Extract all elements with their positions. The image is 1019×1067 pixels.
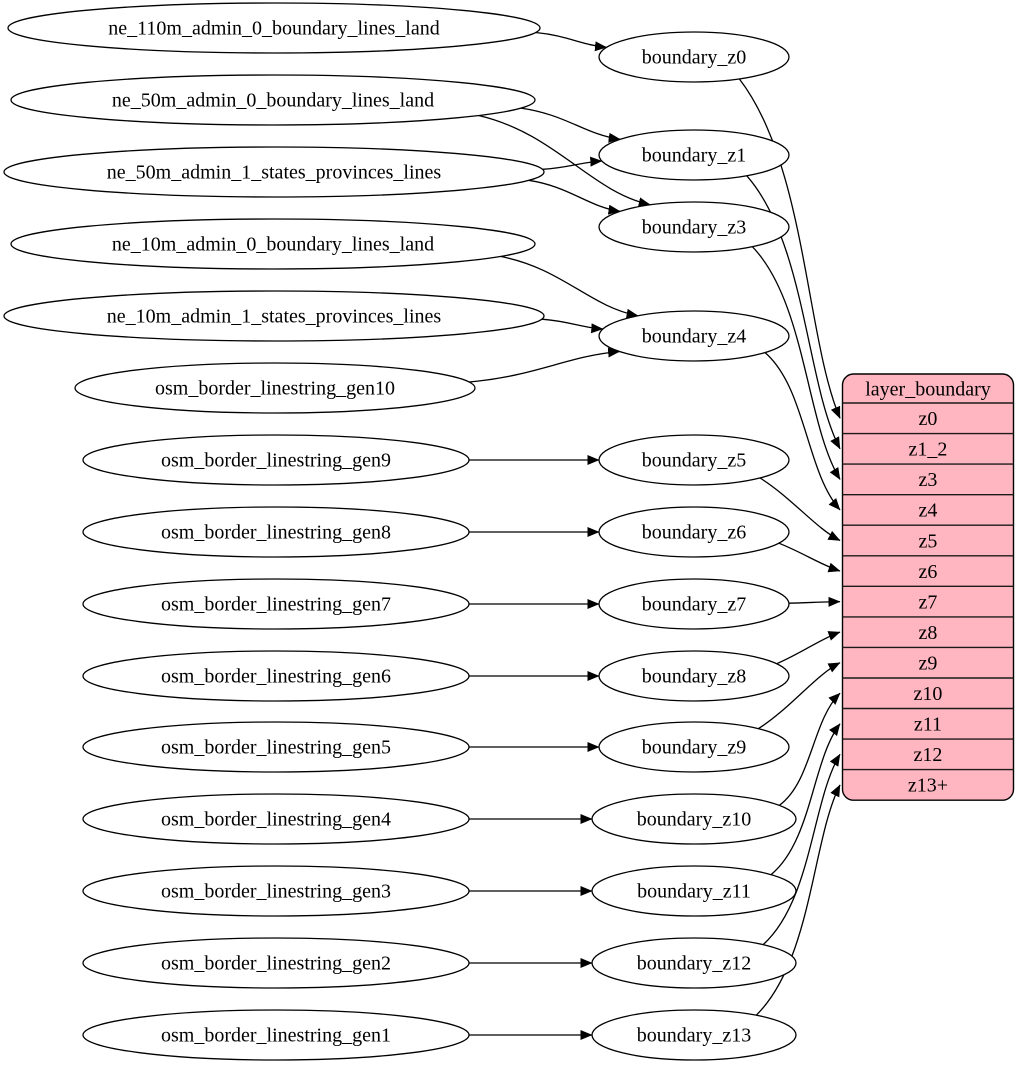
source-node-label: osm_border_linestring_gen5 xyxy=(161,736,391,759)
table-row-label: z0 xyxy=(918,408,938,431)
source-node-label: osm_border_linestring_gen7 xyxy=(161,593,391,616)
source-node-osm_border_linestring_gen6 xyxy=(83,651,469,701)
source-node-ne_10m_admin_0_boundary_lines_land xyxy=(11,219,535,269)
source-node-label: osm_border_linestring_gen4 xyxy=(161,808,391,831)
source-node-osm_border_linestring_gen9 xyxy=(83,435,469,485)
source-node-osm_border_linestring_gen2 xyxy=(83,938,469,988)
table-row-z10 xyxy=(914,683,943,705)
transform-node-label: boundary_z4 xyxy=(641,325,747,348)
source-node-label: ne_10m_admin_0_boundary_lines_land xyxy=(111,233,435,256)
source-node-osm_border_linestring_gen8 xyxy=(83,507,469,557)
table-row-z13+ xyxy=(908,775,948,797)
table-row-label: z13+ xyxy=(907,774,949,797)
source-node-osm_border_linestring_gen5 xyxy=(83,722,469,772)
edge-boundary_z6--z6 xyxy=(779,543,840,571)
table-row-label: z7 xyxy=(918,591,938,614)
edge-boundary_z7--z7 xyxy=(789,602,840,604)
source-node-ne_50m_admin_0_boundary_lines_land xyxy=(11,75,535,125)
transform-node-label: boundary_z9 xyxy=(641,736,747,759)
source-node-label: osm_border_linestring_gen10 xyxy=(155,377,395,400)
source-node-label: ne_10m_admin_1_states_provinces_lines xyxy=(106,305,442,328)
table-row-label: z8 xyxy=(918,621,938,644)
table-row-z7 xyxy=(919,591,938,613)
transform-node-boundary_z7 xyxy=(599,579,789,629)
transform-node-boundary_z4 xyxy=(599,311,789,361)
table-row-label: z6 xyxy=(918,560,938,583)
transform-node-boundary_z3 xyxy=(599,202,789,252)
table-row-z12 xyxy=(914,744,943,766)
transform-node-label: boundary_z0 xyxy=(641,46,747,69)
transform-node-label: boundary_z7 xyxy=(641,593,747,616)
transform-node-boundary_z9 xyxy=(599,722,789,772)
edge-boundary_z8--z8 xyxy=(777,632,840,664)
table-row-z11 xyxy=(914,714,942,736)
source-node-label: osm_border_linestring_gen1 xyxy=(161,1024,391,1047)
table-row-z0 xyxy=(919,408,938,430)
transform-node-label: boundary_z5 xyxy=(641,449,747,472)
transform-node-label: boundary_z11 xyxy=(637,880,751,903)
source-node-ne_110m_admin_0_boundary_lines_land xyxy=(8,3,540,53)
transform-node-boundary_z8 xyxy=(599,651,789,701)
transform-node-label: boundary_z13 xyxy=(636,1024,752,1047)
table-row-label: z10 xyxy=(913,683,943,705)
table-row-label: z11 xyxy=(913,713,943,736)
table-row-label: z12 xyxy=(913,744,943,767)
edge-ne_110m_admin_0_boundary_lines_land--boundary_z0 xyxy=(536,33,607,48)
table-row-z8 xyxy=(919,622,938,644)
table-row-label: z5 xyxy=(918,530,938,553)
source-node-osm_border_linestring_gen7 xyxy=(83,579,469,629)
source-node-ne_50m_admin_1_states_provinces_lines xyxy=(4,147,544,197)
source-node-label: ne_50m_admin_0_boundary_lines_land xyxy=(111,89,435,112)
table-row-label: z9 xyxy=(918,652,938,675)
table-row-label: z1_2 xyxy=(908,438,948,461)
source-node-label: osm_border_linestring_gen6 xyxy=(161,665,391,688)
transform-node-boundary_z12 xyxy=(592,938,796,988)
edge-ne_50m_admin_1_states_provinces_lines--boundary_z3 xyxy=(529,180,620,211)
transform-node-boundary_z11 xyxy=(592,866,796,916)
table-row-z4 xyxy=(919,500,938,522)
transform-node-label: boundary_z8 xyxy=(641,665,747,688)
source-node-osm_border_linestring_gen10 xyxy=(75,363,475,413)
table-title: layer_boundary xyxy=(865,378,991,401)
transform-node-boundary_z6 xyxy=(599,507,789,557)
table-row-label: z4 xyxy=(918,499,938,522)
source-node-osm_border_linestring_gen3 xyxy=(83,866,469,916)
source-node-label: osm_border_linestring_gen9 xyxy=(161,449,391,472)
edge-boundary_z4--z4 xyxy=(765,353,840,510)
table-row-z6 xyxy=(919,561,938,583)
source-node-osm_border_linestring_gen4 xyxy=(83,794,469,844)
source-node-ne_10m_admin_1_states_provinces_lines xyxy=(4,291,544,341)
transform-node-boundary_z13 xyxy=(592,1010,796,1060)
layer-table xyxy=(843,374,1014,800)
edge-boundary_z12--z12 xyxy=(763,754,840,944)
transform-node-boundary_z1 xyxy=(599,130,789,180)
transform-node-label: boundary_z3 xyxy=(641,216,747,239)
table-row-z3 xyxy=(919,469,938,491)
source-node-label: osm_border_linestring_gen8 xyxy=(161,521,391,544)
table-row-z9 xyxy=(919,653,938,675)
source-node-label: ne_110m_admin_0_boundary_lines_land xyxy=(108,17,440,40)
table-row-label: z3 xyxy=(918,469,938,492)
transform-node-label: boundary_z1 xyxy=(641,144,747,167)
transform-node-label: boundary_z10 xyxy=(636,808,752,831)
edge-osm_border_linestring_gen10--boundary_z4 xyxy=(469,352,619,383)
table-row-z1_2 xyxy=(909,439,948,461)
source-node-label: osm_border_linestring_gen3 xyxy=(161,880,391,903)
source-node-osm_border_linestring_gen1 xyxy=(83,1010,469,1060)
source-node-label: ne_50m_admin_1_states_provinces_lines xyxy=(106,161,442,184)
transform-node-label: boundary_z12 xyxy=(636,952,752,975)
transform-node-boundary_z10 xyxy=(592,794,796,844)
transform-node-boundary_z0 xyxy=(599,32,789,82)
transform-node-boundary_z5 xyxy=(599,435,789,485)
edge-ne_50m_admin_0_boundary_lines_land--boundary_z1 xyxy=(521,108,620,139)
source-node-label: osm_border_linestring_gen2 xyxy=(161,952,391,975)
transform-node-label: boundary_z6 xyxy=(641,521,747,544)
table-row-z5 xyxy=(919,530,938,552)
edge-ne_10m_admin_1_states_provinces_lines--boundary_z4 xyxy=(542,319,603,329)
